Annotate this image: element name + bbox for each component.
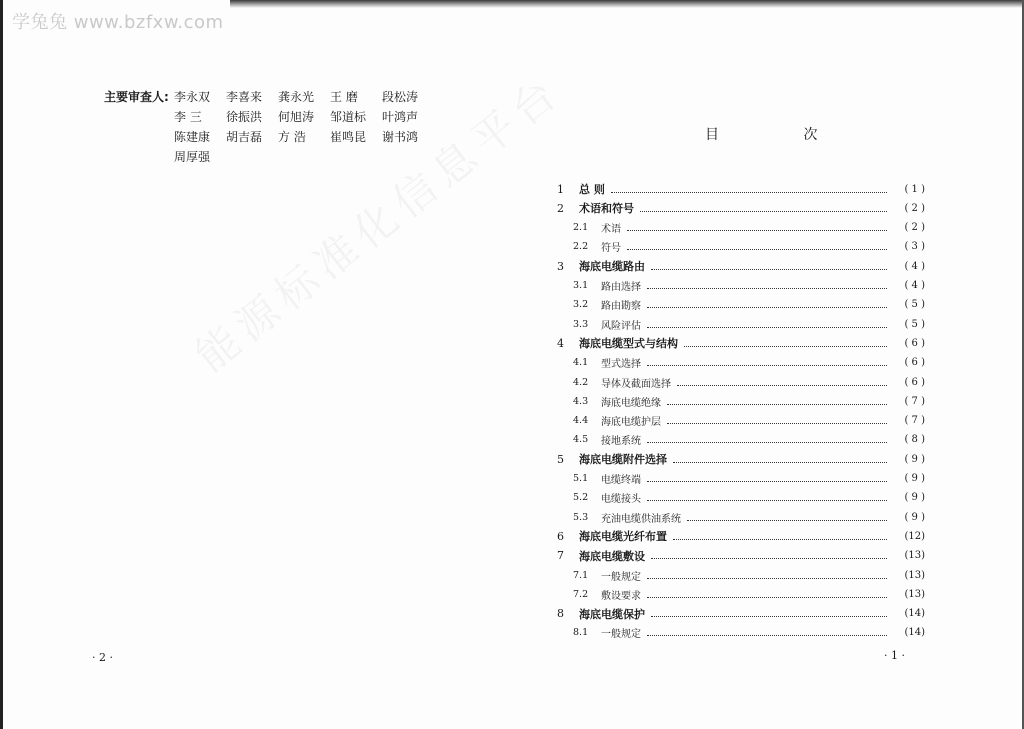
toc-leader-dots	[647, 327, 887, 328]
toc-entry	[557, 585, 925, 603]
toc-entry	[557, 277, 925, 295]
toc-leader-dots	[627, 249, 887, 250]
toc-entry	[557, 219, 925, 237]
toc-entry-page: ( 6 )	[904, 357, 925, 369]
reviewer-name: 李喜来	[226, 90, 263, 104]
toc-entry	[557, 431, 925, 449]
toc-entry-page: ( 6 )	[904, 337, 925, 349]
toc-entry	[557, 296, 925, 314]
toc-entry-number: 7	[557, 549, 564, 563]
toc-entry-number: 4.2	[573, 376, 589, 388]
toc-entry-title: 总 则	[579, 183, 605, 196]
toc-entry-page: (14)	[904, 608, 925, 620]
toc-entry-title: 海底电缆保护	[579, 607, 645, 621]
reviewer-name: 李 三	[174, 110, 202, 124]
reviewer-name: 李永双	[174, 90, 211, 104]
toc-leader-dots	[647, 307, 887, 308]
toc-entry-page: ( 3 )	[904, 241, 925, 253]
toc-entry-title: 型式选择	[601, 359, 641, 371]
toc-entry-number: 2.1	[573, 222, 589, 234]
reviewer-name: 何旭涛	[278, 110, 315, 124]
toc-leader-dots	[687, 520, 887, 521]
toc-entry-title: 一般规定	[601, 629, 641, 641]
toc-entry-page: ( 7 )	[904, 415, 925, 427]
toc-entry-title: 一般规定	[601, 571, 641, 583]
toc-entry	[557, 605, 925, 623]
reviewer-name: 方 浩	[278, 130, 306, 144]
toc-leader-dots	[651, 558, 887, 559]
toc-title: 目 次	[705, 127, 858, 143]
toc-entry-page: (12)	[904, 530, 925, 542]
toc-entry	[557, 238, 925, 256]
toc-entry	[557, 412, 925, 430]
reviewer-name: 王 磨	[330, 90, 358, 104]
toc-entry-page: ( 4 )	[904, 280, 925, 291]
toc-leader-dots	[647, 442, 887, 443]
reviewer-row	[104, 87, 434, 107]
toc-entry-number: 2	[557, 201, 564, 215]
toc-entry-page: ( 9 )	[904, 492, 925, 504]
toc-entry-title: 海底电缆敷设	[579, 549, 645, 563]
toc-entry	[557, 392, 925, 410]
toc-entry	[557, 257, 925, 275]
toc-entry-title: 符号	[601, 243, 621, 255]
toc-leader-dots	[673, 462, 887, 463]
toc-entry-number: 6	[557, 529, 564, 543]
toc-entry-title: 导体及截面选择	[601, 378, 671, 390]
toc-entry-page: (13)	[904, 569, 925, 581]
toc-entry	[557, 508, 925, 526]
reviewer-name: 龚永光	[278, 90, 315, 104]
toc-leader-dots	[677, 385, 887, 386]
toc-entry	[557, 199, 925, 217]
toc-entry-title: 路由勘察	[601, 301, 641, 313]
toc-entry-page: ( 2 )	[904, 202, 925, 214]
toc-entry-page: ( 8 )	[904, 434, 925, 446]
toc-entry-title: 接地系统	[601, 436, 641, 448]
toc-entry-page: ( 6 )	[904, 376, 925, 388]
toc-leader-dots	[684, 346, 887, 347]
toc-entry	[557, 180, 925, 198]
toc-entry-number: 2.2	[573, 241, 589, 253]
reviewer-name: 谢书鸿	[382, 130, 419, 144]
toc-entry	[557, 334, 925, 352]
reviewer-name: 段松涛	[382, 90, 419, 104]
toc-entry-page: ( 5 )	[904, 299, 925, 311]
toc-entry-number: 3	[557, 259, 564, 273]
toc-entry-page: ( 4 )	[904, 260, 925, 272]
toc-entry	[557, 450, 925, 468]
scan-shadow	[230, 0, 1024, 8]
reviewer-row	[104, 147, 434, 167]
toc-leader-dots	[667, 404, 887, 405]
reviewers-label: 主要审查人:	[104, 90, 169, 104]
page-number-left: · 2 ·	[92, 651, 113, 664]
toc-entry	[557, 315, 925, 333]
toc-leader-dots	[640, 211, 887, 212]
toc-leader-dots	[647, 288, 887, 289]
toc-leader-dots	[647, 500, 887, 501]
toc-entry-title: 电缆终端	[601, 475, 641, 486]
reviewer-row	[104, 107, 434, 127]
toc-entry-title: 路由选择	[601, 282, 641, 293]
toc-leader-dots	[647, 481, 887, 482]
toc-entry-page: ( 9 )	[904, 511, 925, 523]
toc-entry	[557, 547, 925, 565]
toc-leader-dots	[611, 192, 887, 193]
toc-leader-dots	[651, 269, 887, 270]
toc-entry-title: 风险评估	[601, 320, 641, 332]
toc-entry-title: 术语	[601, 224, 621, 236]
toc-entry-number: 7.1	[573, 569, 589, 581]
toc-entry-title: 术语和符号	[579, 202, 634, 216]
toc-entry-title: 敷设要求	[601, 590, 641, 602]
toc-leader-dots	[647, 635, 887, 636]
toc-leader-dots	[673, 539, 887, 540]
toc-leader-dots	[651, 616, 887, 617]
toc-entry-number: 5.3	[573, 511, 589, 523]
toc-entry-title: 海底电缆护层	[601, 417, 661, 429]
toc-entry	[557, 624, 925, 642]
reviewer-name: 邹道标	[330, 110, 367, 124]
toc-entry-number: 5.1	[573, 473, 589, 484]
reviewer-name: 胡吉磊	[226, 130, 263, 144]
reviewers-block	[104, 87, 434, 167]
site-watermark: 学兔兔 www.bzfxw.com	[12, 12, 224, 33]
reviewer-name: 叶鸿声	[382, 110, 419, 124]
toc-entry-page: ( 1 )	[904, 183, 925, 195]
toc-entry-page: ( 7 )	[904, 395, 925, 407]
page-number-right: · 1 ·	[884, 649, 905, 662]
toc-leader-dots	[667, 423, 887, 424]
toc-entry-number: 4.1	[573, 357, 589, 369]
toc-entry-page: (14)	[904, 627, 925, 639]
toc-entry-title: 充油电缆供油系统	[601, 513, 681, 525]
toc-entry-page: ( 9 )	[904, 473, 925, 484]
toc-entry-number: 8.1	[573, 627, 589, 639]
toc-entry-page: ( 9 )	[904, 453, 925, 465]
toc-entry	[557, 566, 925, 584]
scan-edge-left	[0, 0, 3, 729]
toc-entry-number: 4	[557, 336, 564, 350]
toc-leader-dots	[647, 578, 887, 579]
toc-entry-number: 5	[557, 452, 564, 466]
reviewer-name: 徐振洪	[226, 110, 263, 124]
toc-entry-title: 海底电缆绝缘	[601, 397, 661, 409]
toc-entry	[557, 489, 925, 507]
toc-entry-number: 5.2	[573, 492, 589, 504]
toc-entry	[557, 470, 925, 488]
toc-leader-dots	[647, 597, 887, 598]
toc-entry-title: 海底电缆路由	[579, 260, 645, 274]
toc-entry-number: 4.4	[573, 415, 589, 427]
toc-entry	[557, 527, 925, 545]
toc-entry	[557, 373, 925, 391]
toc-entry-number: 7.2	[573, 588, 589, 600]
toc-entry-title: 电缆接头	[601, 494, 641, 506]
toc-entry-title: 海底电缆附件选择	[579, 453, 667, 467]
toc-entry-title: 海底电缆型式与结构	[579, 337, 678, 351]
toc-entry-number: 3.1	[573, 280, 589, 291]
reviewer-name: 陈建康	[174, 130, 211, 144]
reviewer-row	[104, 127, 434, 147]
toc-entry-number: 4.3	[573, 395, 589, 407]
toc-entry-title: 海底电缆光纤布置	[579, 530, 667, 544]
reviewer-name: 周厚强	[174, 150, 211, 164]
toc-entry-number: 1	[557, 182, 564, 196]
toc-entry-number: 8	[557, 607, 564, 621]
toc-entry	[557, 354, 925, 372]
toc-entry-number: 3.2	[573, 299, 589, 311]
toc-leader-dots	[627, 230, 887, 231]
toc-entry-page: ( 5 )	[904, 318, 925, 330]
toc-entry-number: 3.3	[573, 318, 589, 330]
toc-entry-number: 4.5	[573, 434, 589, 446]
reviewer-name: 崔鸣昆	[330, 130, 367, 144]
toc-leader-dots	[647, 365, 887, 366]
toc-entry-page: (13)	[904, 588, 925, 600]
toc-entry-page: ( 2 )	[904, 222, 925, 234]
toc-entry-page: (13)	[904, 550, 925, 562]
